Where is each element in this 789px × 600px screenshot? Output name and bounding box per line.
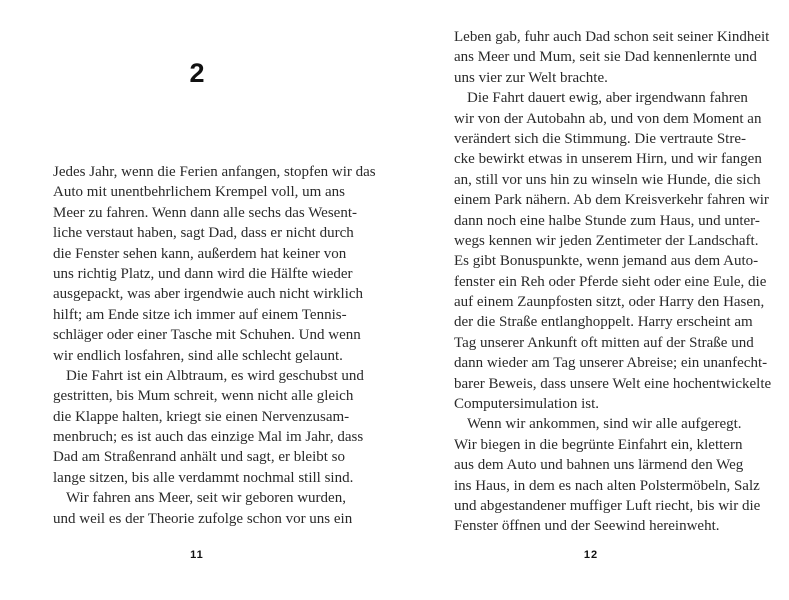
text-line: Computersimulation ist. <box>454 396 599 413</box>
text-line: Die Fahrt ist ein Albtraum, es wird geschubst und <box>66 367 364 384</box>
text-line: ausgepackt, was aber irgendwie auch nicht wirklich <box>53 286 364 303</box>
text-line: verändert sich die Stimmung. Die vertraute Stre- <box>454 130 746 147</box>
text-line: Fenster öffnen und der Seewind hereinweht. <box>454 518 720 535</box>
text-line: wir von der Autobahn ab, und von dem Moment an <box>454 110 762 127</box>
text-line: Wir fahren ans Meer, seit wir geboren wurden, <box>66 490 346 507</box>
paragraph <box>454 88 772 414</box>
text-line: auf einem Zaunpfosten sitzt, oder Harry den Hasen, <box>454 294 765 311</box>
text-line: ins Haus, in dem es nach alten Polstermöbeln, Salz <box>454 477 760 494</box>
paragraph <box>454 27 770 88</box>
text-line: barer Beweis, dass unsere Welt eine hochentwickelte <box>454 375 772 392</box>
text-line: Wir biegen in die begrünte Einfahrt ein, klettern <box>454 436 743 453</box>
text-line: die Klappe halten, kriegt sie einen Nervenzusam- <box>53 408 350 425</box>
text-line: und abgestandener muffiger Luft riecht, bis wir die <box>454 497 761 514</box>
paragraph <box>53 162 376 366</box>
body-text <box>454 27 772 537</box>
text-line: dann wieder am Tag unserer Abreise; ein unanfecht- <box>454 355 768 372</box>
paragraph <box>454 414 761 536</box>
page-number: 11 <box>190 549 204 561</box>
text-line: Es gibt Bonuspunkte, wenn jemand aus dem Auto- <box>454 253 759 270</box>
text-line: Jedes Jahr, wenn die Ferien anfangen, stopfen wir das <box>53 164 376 180</box>
text-line: hilft; am Ende sitze ich immer auf einem Tennis- <box>53 306 347 323</box>
text-line: gestritten, bis Mum schreit, wenn nicht alle gleich <box>53 388 354 405</box>
text-line: aus dem Auto und bahnen uns lärmend den Weg <box>454 457 744 474</box>
text-line: wir endlich losfahren, sind alle schlecht gelaunt. <box>53 347 343 364</box>
right-page <box>394 0 788 600</box>
text-line: Leben gab, fuhr auch Dad schon seit seiner Kindheit <box>454 29 770 45</box>
text-line: Meer zu fahren. Wenn dann alle sechs das Wesent- <box>53 204 357 221</box>
text-line: Auto mit unentbehrlichem Krempel voll, um ans <box>53 184 346 201</box>
text-line: dann noch eine halbe Stunde zum Haus, und unter- <box>454 212 760 229</box>
chapter-number: 2 <box>189 58 205 88</box>
text-line: uns vier zur Welt brachte. <box>454 69 608 86</box>
text-line: Dad am Straßenrand anhält und sagt, er bleibt so <box>53 449 346 466</box>
text-line: der die Straße entlanghoppelt. Harry erscheint am <box>454 314 753 331</box>
text-line: die Fenster sehen kann, außerdem hat keiner von <box>53 245 347 262</box>
paragraph <box>53 366 364 488</box>
text-line: wegs kennen wir jeden Zentimeter der Landschaft. <box>454 232 759 249</box>
body-text <box>53 162 376 529</box>
text-line: schläger oder einer Tasche mit Schuhen. Und wenn <box>53 327 361 344</box>
text-line: an, still vor uns hin zu winseln wie Hunde, die sich <box>454 171 761 188</box>
paragraph <box>53 488 353 529</box>
text-line: cke bewirkt etwas in unserem Hirn, und wir fangen <box>454 151 762 168</box>
text-line: lange sitzen, bis alle verdammt nochmal still sind. <box>53 469 354 486</box>
text-line: menbruch; es ist auch das einzige Mal im Jahr, dass <box>53 429 364 446</box>
page-number: 12 <box>583 549 599 561</box>
text-line: und weil es der Theorie zufolge schon vor uns ein <box>53 510 353 527</box>
text-line: liche verstaut haben, sagt Dad, dass er nicht durch <box>53 225 354 242</box>
text-line: Tag unserer Ankunft oft mitten auf der Straße und <box>454 334 754 351</box>
text-line: Die Fahrt dauert ewig, aber irgendwann fahren <box>467 90 748 107</box>
text-line: Wenn wir ankommen, sind wir alle aufgeregt. <box>467 416 742 433</box>
left-page <box>0 0 394 600</box>
text-line: ans Meer und Mum, seit sie Dad kennenlernte und <box>454 49 757 66</box>
text-line: uns richtig Platz, und dann wird die Hälfte wieder <box>53 265 353 282</box>
text-line: einem Park nähern. Ab dem Kreisverkehr fahren wir <box>454 192 769 209</box>
text-line: fenster ein Reh oder Pferde sieht oder eine Eule, die <box>454 273 767 290</box>
